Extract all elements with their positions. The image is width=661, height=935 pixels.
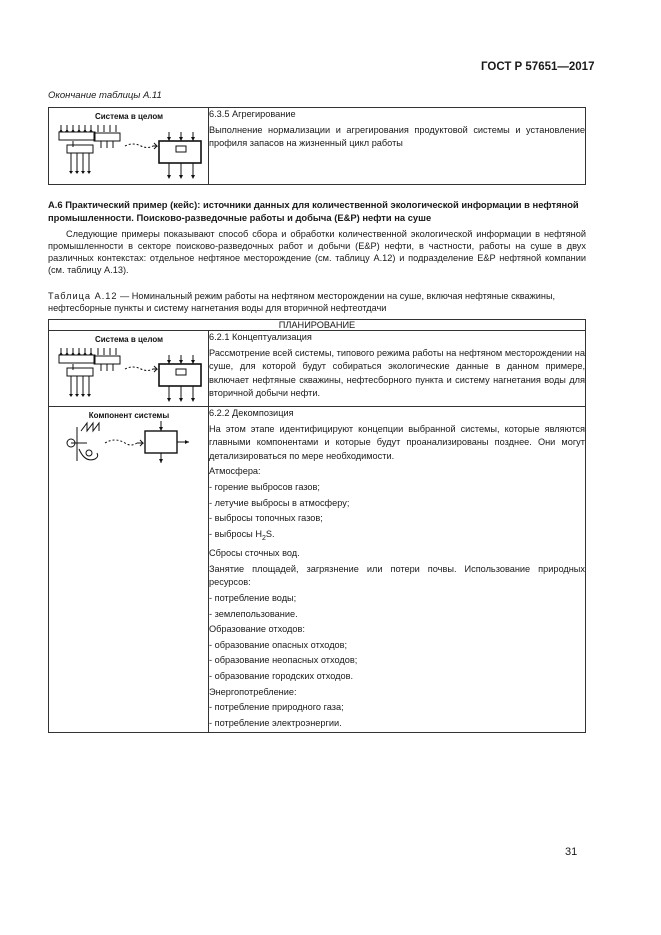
land-label: Занятие площадей, загрязнение или потери почвы. Использование природных ресурсов: [209,563,585,588]
h2s-prefix: - выбросы H [209,528,262,539]
system-component-diagram [49,407,208,487]
table-a12-row1-figure-cell [49,331,209,407]
table-a11-caption: Окончание таблицы А.11 [48,90,162,101]
list-item: - землепользование. [209,608,298,619]
system-whole-diagram [49,108,208,184]
list-item: - потребление природного газа; [209,702,344,713]
system-whole-diagram [49,331,208,406]
section-text: Рассмотрение всей системы, типового режима работы на нефтяном месторождении на суше, для которой будут собираться экологические данные в данном примере, включает нефтяные скважины, нефтесборного пункта и систему нагнетания воды для вторичной добычи нефти. [209,347,585,399]
list-item: - образование неопасных отходов; [209,655,358,666]
table-a12-title: — Номинальный режим работы на нефтяном месторождении на суше, включая нефтяные скважины, нефтесборные пункты и систему нагнетания воды для вторичной нефтеотдачи [48,291,556,313]
table-a11 [48,107,586,185]
table-a12-header: ПЛАНИРОВАНИЕ [49,320,586,331]
diagram-label: Система в целом [94,335,164,344]
list-item: - горение выбросов газов; [209,481,320,492]
list-item: - летучие выбросы в атмосферу; [209,497,350,508]
section-a6-paragraph [48,228,586,276]
atmosphere-label: Атмосфера: [209,466,261,477]
table-a12-caption [48,290,586,314]
list-item: - потребление электроэнергии. [209,717,342,728]
table-a11-figure-cell [49,108,209,185]
list-item-h2s [209,528,585,545]
table-a11-text-cell [209,108,586,185]
standard-number: ГОСТ Р 57651—2017 [481,61,595,73]
table-a12 [48,319,586,733]
waste-water-label: Сбросы сточных вод. [209,548,300,559]
table-a12-label: Таблица А.12 [48,291,118,301]
intro-text: На этом этапе идентифицируют концепции выбранной системы, которые являются главными компонентами и которые будут проанализированы позднее. Они могут детализироваться по мере необходимости. [209,423,585,461]
waste-label: Образование отходов: [209,624,305,635]
section-title: 6.3.5 Агрегирование [209,109,296,119]
list-item: - образование городских отходов. [209,670,354,681]
table-a12-row2-text-cell [209,407,586,733]
list-item: - потребление воды; [209,592,297,603]
diagram-label: Система в целом [94,112,164,121]
list-item: - выбросы топочных газов; [209,513,323,524]
h2s-suffix: S. [265,528,275,539]
section-a6-heading: А.6 Практический пример (кейс): источники данных для количественной экологической информации в нефтяной промышленности. Поисково-разведочные работы и добыча (E&P) нефти на суше [48,199,579,223]
section-title: 6.2.1 Концептуализация [209,332,312,342]
section-title: 6.2.2 Декомпозиция [209,408,294,418]
h2s-subscript: 2 [261,534,266,542]
energy-label: Энергопотребление: [209,686,297,697]
diagram-label: Компонент системы [88,411,170,420]
table-a12-row2-figure-cell [49,407,209,733]
section-text: Выполнение нормализации и агрегирования продуктовой системы и установление профиля запасов на жизненный цикл работы [209,124,585,149]
page-number: 31 [565,846,578,858]
paragraph-text: Следующие примеры показывают способ сбора и обработки количественной экологической информации в нефтяной промышленности в секторе поисково-разведочных работ и добычи (E&P) нефти, в частности, работы на суше в двух различных контекстах: отдельное нефтяное месторождение (см. таблицу А.12) и подразделение E&P нефтяной компании (см. таблицу А.13). [48,229,586,275]
table-a12-row1-text-cell [209,331,586,407]
list-item: - образование опасных отходов; [209,639,348,650]
